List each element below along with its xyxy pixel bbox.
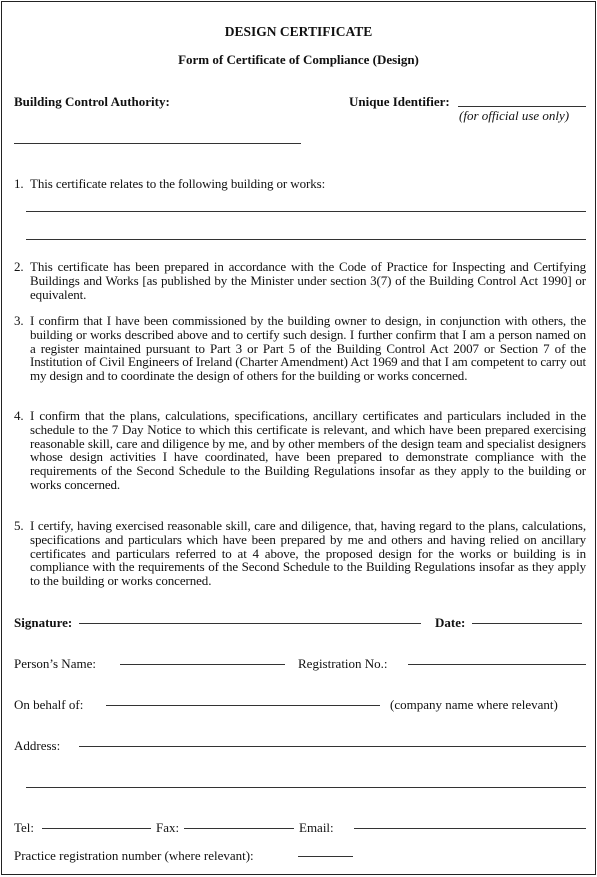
paragraph-number: 4. xyxy=(14,408,24,423)
registration-no-field[interactable] xyxy=(408,664,586,665)
paragraph-text: I confirm that I have been commissioned by the building owner to design, in conjunction with others, the building or works described above and to certify such design. I further confirm that I am a person named on a register maintained pursuant to Part 3 or Part 5 of the Building Control Act 2007 or Section 7 of the Institution of Civil Engineers of Ireland (Charter Amendment) Act 1969 and that I am competent to carry out my design and to coordinate the design of others for the building or works concerned. xyxy=(30,313,586,384)
paragraph-4 xyxy=(14,409,586,492)
date-label: Date: xyxy=(435,615,466,630)
paragraph-1 xyxy=(14,177,586,191)
fax-field[interactable] xyxy=(184,828,294,829)
company-name-note: (company name where relevant) xyxy=(390,697,558,712)
persons-name-label: Person’s Name: xyxy=(14,656,96,671)
building-works-field-line-2[interactable] xyxy=(26,239,586,240)
design-certificate-form xyxy=(1,1,596,875)
paragraph-number: 2. xyxy=(14,259,24,274)
unique-identifier-label: Unique Identifier: xyxy=(349,94,450,109)
tel-label: Tel: xyxy=(14,820,35,835)
tel-field[interactable] xyxy=(42,828,151,829)
document-title: DESIGN CERTIFICATE xyxy=(224,24,373,39)
paragraph-number: 3. xyxy=(14,313,24,328)
fax-label: Fax: xyxy=(156,820,180,835)
on-behalf-of-label: On behalf of: xyxy=(14,697,84,712)
paragraph-text: I certify, having exercised reasonable skill, care and diligence, that, having regard to the plans, calculations, specifications and particulars which have been prepared by me and others and having relied on ancillary certificates and particulars referred to at 4 above, the proposed design for the works or building is in compliance with the requirements of the Second Schedule to the Building Regulations insofar as they apply to the building or works concerned. xyxy=(30,518,586,589)
practice-registration-label: Practice registration number (where relevant): xyxy=(14,848,254,863)
registration-no-label: Registration No.: xyxy=(298,656,388,671)
persons-name-field[interactable] xyxy=(120,664,285,665)
building-control-authority-label: Building Control Authority: xyxy=(14,94,170,109)
address-label: Address: xyxy=(14,738,61,753)
signature-field[interactable] xyxy=(79,623,421,624)
paragraph-text: I confirm that the plans, calculations, specifications, ancillary certificates and particulars included in the schedule to the 7 Day Notice to which this certificate is relevant, and which have been prepared exercising reasonable skill, care and diligence by me, and by other members of the design team and specialist designers whose design activities I have coordinated, have been prepared to demonstrate compliance with the requirements of the Second Schedule to the Building Regulations insofar as they apply to the building or works concerned. xyxy=(30,408,586,492)
paragraph-3 xyxy=(14,314,586,383)
paragraph-5 xyxy=(14,519,586,588)
practice-registration-field[interactable] xyxy=(298,856,353,857)
official-use-note: (for official use only) xyxy=(459,108,570,123)
paragraph-number: 5. xyxy=(14,518,24,533)
on-behalf-of-field[interactable] xyxy=(106,705,380,706)
email-label: Email: xyxy=(299,820,334,835)
paragraph-2 xyxy=(14,260,586,301)
paragraph-text: This certificate relates to the following building or works: xyxy=(30,176,326,191)
paragraph-text: This certificate has been prepared in accordance with the Code of Practice for Inspecting and Certifying Buildings and Works [as published by the Minister under section 3(7) of the Building Control Act 1990] or equivalent. xyxy=(30,259,586,302)
address-field-line-2[interactable] xyxy=(26,787,586,788)
address-field-line-1[interactable] xyxy=(79,746,586,747)
signature-label: Signature: xyxy=(14,615,73,630)
email-field[interactable] xyxy=(354,828,586,829)
date-field[interactable] xyxy=(472,623,582,624)
building-control-authority-field[interactable] xyxy=(14,143,301,144)
building-works-field-line-1[interactable] xyxy=(26,211,586,212)
document-subtitle: Form of Certificate of Compliance (Design) xyxy=(178,52,419,67)
paragraph-number: 1. xyxy=(14,176,24,191)
unique-identifier-field[interactable] xyxy=(458,106,586,107)
